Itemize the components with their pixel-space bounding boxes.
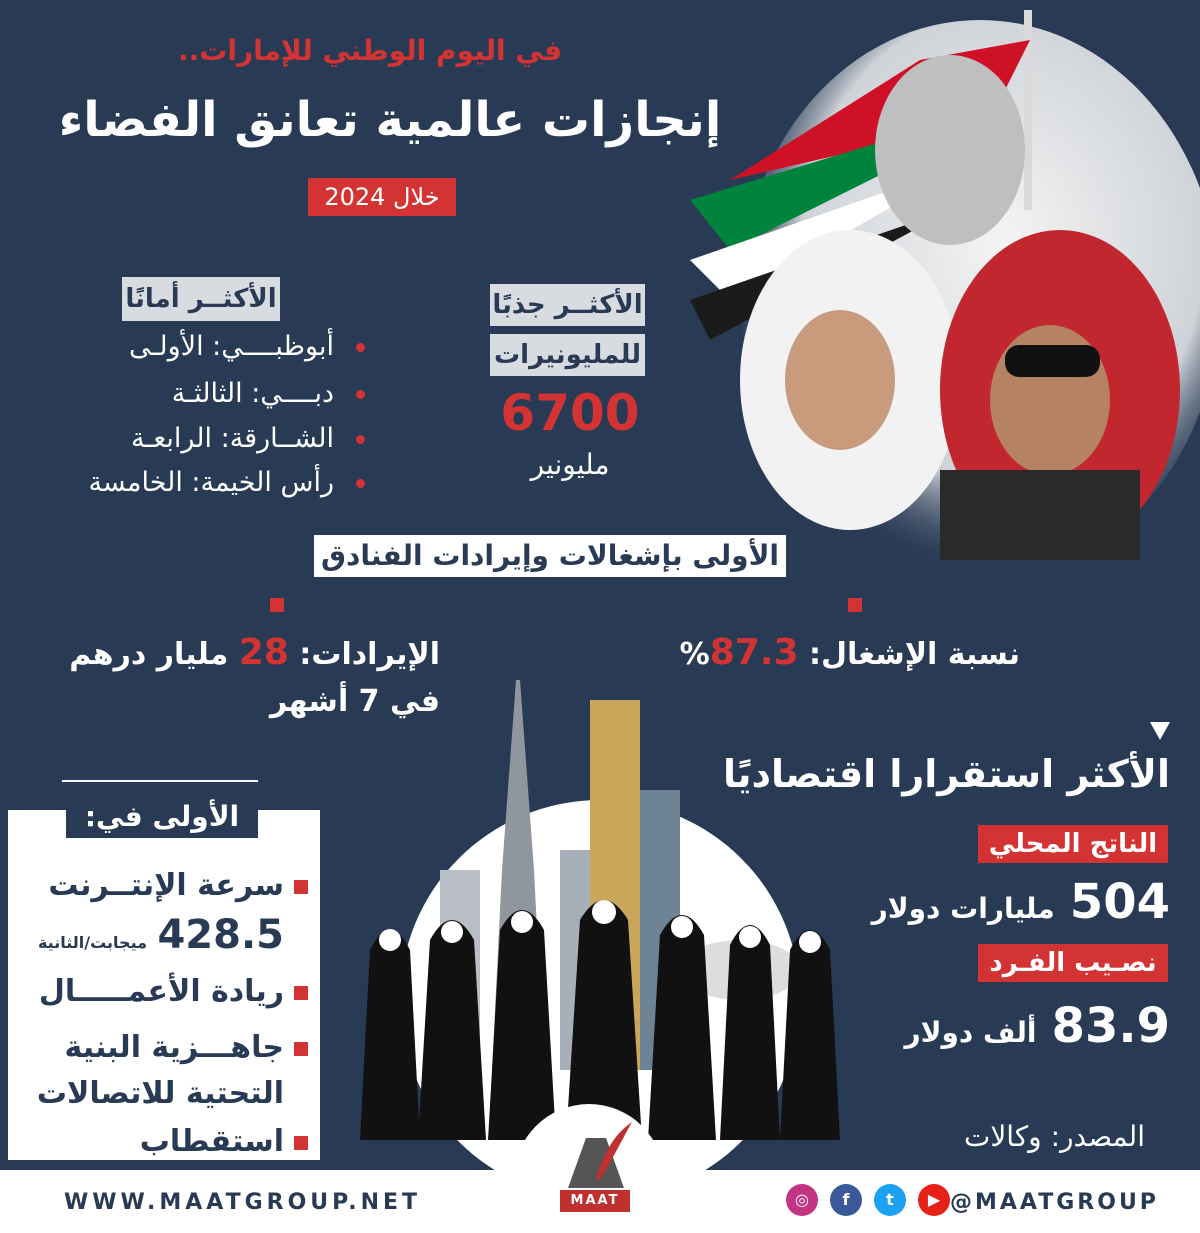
subtitle: في اليوم الوطني للإمارات.. — [177, 34, 563, 67]
internet-speed: 428.5 ميجابت/الثانية — [37, 912, 284, 958]
first-in-item: ريادة الأعمـــــال — [8, 974, 308, 1009]
gdp-value: 504 مليارات دولار — [871, 874, 1170, 930]
safest-item: الشــارقة: الرابعـة — [40, 423, 365, 463]
per-capita-value: 83.9 ألف دولار — [904, 998, 1170, 1054]
facebook-icon[interactable]: f — [830, 1184, 862, 1216]
bullet-icon — [356, 435, 365, 444]
economy-title: الأكثر استقرارا اقتصاديًا — [722, 752, 1170, 796]
youtube-icon[interactable]: ▶ — [918, 1184, 950, 1216]
revenue-stat: الإيرادات: 28 مليار درهم — [69, 632, 440, 673]
triangle-down-icon — [1150, 722, 1170, 740]
quill-logo-icon — [556, 1118, 636, 1190]
first-in-item: جاهـــزية البنية — [8, 1030, 308, 1065]
square-bullet-icon — [848, 598, 862, 612]
page-title: إنجازات عالمية تعانق الفضاء — [58, 92, 722, 148]
occupancy-stat: نسبة الإشغال: 87.3% — [679, 632, 1020, 673]
millionaires-unit: مليونير — [530, 448, 610, 481]
bullet-icon — [356, 390, 365, 399]
first-in-item-cont: التحتية للاتصالات — [36, 1076, 284, 1111]
first-in-title: الأولى في: — [66, 796, 258, 838]
logo-text: MAAT — [560, 1190, 630, 1212]
safest-title: الأكثــر أمانًا — [122, 277, 280, 321]
safest-item: دبــــي: الثالثـة — [40, 378, 365, 418]
bullet-icon — [356, 343, 365, 352]
square-bullet-icon — [270, 598, 284, 612]
millionaires-subtitle: للمليونيرات — [490, 334, 645, 376]
first-in-item: استقطاب — [8, 1124, 308, 1194]
first-in-item: سرعة الإنتــرنت — [8, 868, 308, 903]
social-handle[interactable]: @MAATGROUP — [950, 1190, 1159, 1215]
revenue-period: في 7 أشهر — [269, 684, 440, 719]
millionaires-title: الأكثــر جذبًا — [490, 284, 645, 326]
twitter-icon[interactable]: t — [874, 1184, 906, 1216]
square-bullet-icon — [294, 880, 308, 894]
square-bullet-icon — [294, 1042, 308, 1056]
bullet-icon — [356, 479, 365, 488]
hotels-banner: الأولى بإشغالات وإيرادات الفنادق — [314, 535, 786, 577]
square-bullet-icon — [294, 986, 308, 1000]
gdp-label: الناتج المحلي — [978, 825, 1168, 863]
divider — [62, 780, 258, 782]
instagram-icon[interactable]: ◎ — [786, 1184, 818, 1216]
source-note: المصدر: وكالات — [963, 1120, 1145, 1153]
millionaires-value: 6700 — [500, 384, 640, 442]
leaders-photo — [690, 0, 1200, 560]
square-bullet-icon — [294, 1136, 308, 1150]
website-link[interactable]: WWW.MAATGROUP.NET — [64, 1190, 422, 1215]
safest-item: رأس الخيمة: الخامسة — [40, 467, 365, 507]
year-badge: خلال 2024 — [308, 178, 456, 216]
safest-item: أبوظبــــي: الأولـى — [40, 331, 365, 371]
per-capita-label: نصـيب الفـرد — [978, 944, 1168, 982]
